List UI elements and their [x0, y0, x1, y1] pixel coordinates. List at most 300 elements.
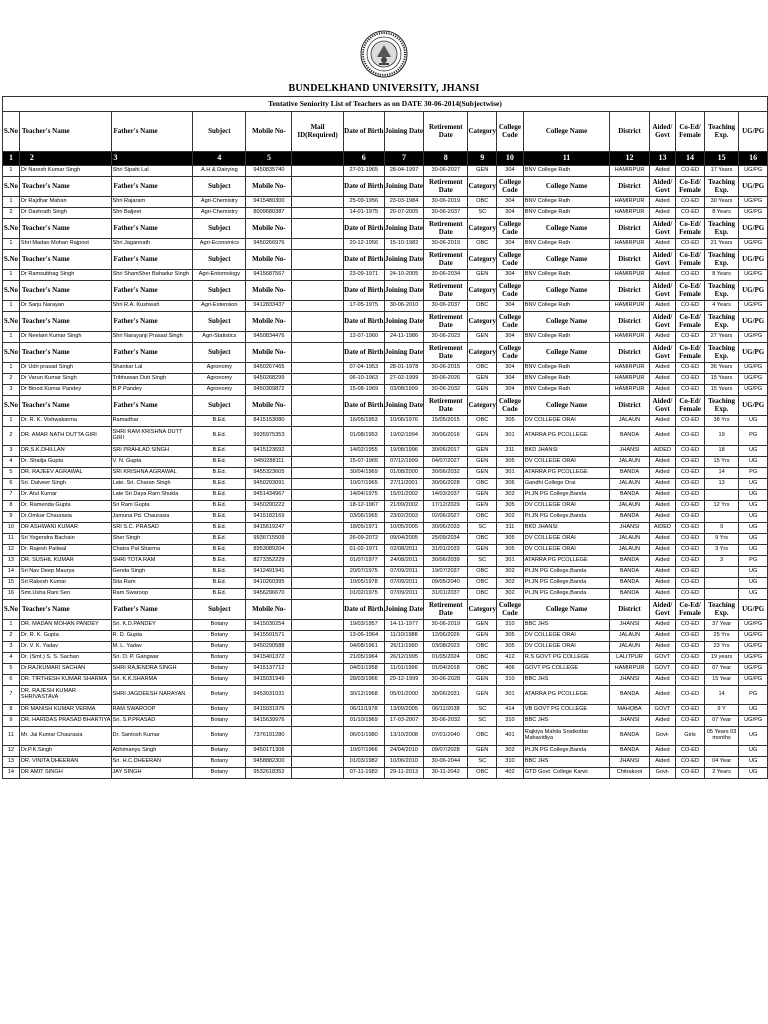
cell-subject: Agri-Chemistry: [193, 208, 246, 219]
cell-mail-id: [292, 363, 343, 374]
cell-sno: 6: [3, 479, 20, 490]
cell-date-of-birth: 18/05/1971: [343, 523, 384, 534]
cell-subject: A.H & Dairying: [193, 166, 246, 177]
cell-college-code: 304: [497, 301, 524, 312]
cell-joining-date: 28-04-1997: [384, 166, 423, 177]
cell-joining-date: 24-11-1986: [384, 332, 423, 343]
cell-teaching-exp: 15 Yrs: [704, 457, 739, 468]
cell-joining-date: 13/10/2008: [384, 727, 423, 746]
cell-sno: 1: [3, 416, 20, 427]
table-row: [3, 301, 768, 312]
cell-date-of-birth: 03/06/1965: [343, 512, 384, 523]
cell-category: GEN: [468, 675, 497, 686]
header-college-code: College Code: [497, 312, 524, 332]
header-retirement-date: Retirement Date: [424, 312, 468, 332]
cell-father-name: Chatra Pal Sharma: [111, 545, 193, 556]
cell-aided-govt: Aided: [649, 512, 676, 523]
cell-category: GEN: [468, 166, 497, 177]
cell-college-code: 311: [497, 446, 524, 457]
cell-ug-pg: UG: [739, 490, 768, 501]
cell-district: JHANSI: [610, 716, 649, 727]
cell-college-code: 305: [497, 545, 524, 556]
header-college-name: College Name: [523, 343, 610, 363]
header-district: District: [610, 312, 649, 332]
cell-ug-pg: UG/PG: [739, 675, 768, 686]
cell-date-of-birth: 06/01/1980: [343, 727, 384, 746]
cell-date-of-birth: 04/01/1958: [343, 664, 384, 675]
cell-teaching-exp: 12 Yrs: [704, 501, 739, 512]
cell-father-name: Sri. K.D.PANDEY: [111, 620, 193, 631]
cell-sno: 9: [3, 716, 20, 727]
cell-college-code: 304: [497, 385, 524, 396]
cell-mail-id: [292, 479, 343, 490]
cell-coed-female: CO-ED: [676, 270, 705, 281]
cell-coed-female: CO-ED: [676, 757, 705, 768]
cell-teacher-name: Dr. R. K. Vishwakarma: [19, 416, 111, 427]
cell-mail-id: [292, 166, 343, 177]
cell-father-name: SRI KRISHNA AGRAWAL: [111, 468, 193, 479]
cell-college-name: GTD Govt. College Karwi: [523, 768, 610, 779]
cell-college-name: BKD JHANSI: [523, 523, 610, 534]
cell-subject: Agri-Entomology: [193, 270, 246, 281]
cell-joining-date: 07/09/2011: [384, 578, 423, 589]
cell-ug-pg: UG/PG: [739, 166, 768, 177]
cell-teacher-name: Dr Varun Kumar Singh: [19, 374, 111, 385]
cell-retirement-date: 17/12/2029: [424, 501, 468, 512]
cell-sno: 10: [3, 523, 20, 534]
table-row: [3, 757, 768, 768]
header-coed-female: Co-Ed/ Female: [676, 600, 705, 620]
cell-father-name: Jamuna Pd. Chaurasia: [111, 512, 193, 523]
header-ug-pg: UG/PG: [739, 312, 768, 332]
cell-sno: 4: [3, 653, 20, 664]
cell-teacher-name: Dr.RAJKUMARI SACHAN: [19, 664, 111, 675]
cell-coed-female: CO-ED: [676, 631, 705, 642]
cell-ug-pg: UG/PG: [739, 385, 768, 396]
cell-retirement-date: 31/01/2037: [424, 589, 468, 600]
cell-retirement-date: 30-06-2034: [424, 270, 468, 281]
cell-joining-date: 03/08/1999: [384, 385, 423, 396]
cell-teacher-name: Dr. R. K. Gupta: [19, 631, 111, 642]
cell-joining-date: 10/06/2010: [384, 757, 423, 768]
cell-college-name: Pt.JN PG College,Banda: [523, 512, 610, 523]
header-teaching-exp: Teaching Exp.: [704, 112, 739, 152]
cell-college-name: BNV College Rath: [523, 239, 610, 250]
cell-aided-govt: Aided: [649, 631, 676, 642]
cell-category: OBC: [468, 239, 497, 250]
cell-aided-govt: GOVT: [649, 664, 676, 675]
cell-coed-female: CO-ED: [676, 166, 705, 177]
cell-teaching-exp: [704, 567, 739, 578]
cell-teaching-exp: [704, 490, 739, 501]
cell-college-name: Pt.JN PG College,Banda: [523, 578, 610, 589]
cell-aided-govt: Aided: [649, 578, 676, 589]
cell-coed-female: CO-ED: [676, 664, 705, 675]
cell-aided-govt: Aided: [649, 457, 676, 468]
cell-date-of-birth: 28/03/1966: [343, 675, 384, 686]
header-mobile: Mobile No-: [246, 177, 292, 197]
cell-teacher-name: DR ASHWANI KUMAR: [19, 523, 111, 534]
cell-retirement-date: 07/01/2040: [424, 727, 468, 746]
header-coed-female: Co-Ed/ Female: [676, 112, 705, 152]
cell-sno: 3: [3, 446, 20, 457]
header-category: Category: [468, 250, 497, 270]
cell-district: HAMIRPUR: [610, 664, 649, 675]
cell-retirement-date: 19/07/2037: [424, 567, 468, 578]
cell-ug-pg: UG/PG: [739, 208, 768, 219]
cell-date-of-birth: 23-09-1971: [343, 270, 384, 281]
cell-district: BANDA: [610, 567, 649, 578]
cell-joining-date: 02/08/2011: [384, 545, 423, 556]
cell-joining-date: 15/01/2002: [384, 490, 423, 501]
cell-subject: B.Ed.: [193, 427, 246, 446]
cell-district: JALAUN: [610, 416, 649, 427]
cell-father-name: Tribhuwan Dutt Singh: [111, 374, 193, 385]
cell-mobile: 9936715509: [246, 534, 292, 545]
cell-date-of-birth: 07-11-1982: [343, 768, 384, 779]
header-district: District: [610, 250, 649, 270]
cell-sno: 1: [3, 620, 20, 631]
cell-coed-female: CO-ED: [676, 512, 705, 523]
cell-coed-female: CO-ED: [676, 301, 705, 312]
cell-father-name: Abhimanyu Singh: [111, 746, 193, 757]
cell-teacher-name: Dr Binod Kumar Pandey: [19, 385, 111, 396]
cell-father-name: Shri Sipahi Lal: [111, 166, 193, 177]
cell-mobile: 9415030254: [246, 620, 292, 631]
cell-joining-date: 09/04/2005: [384, 534, 423, 545]
cell-coed-female: CO-ED: [676, 653, 705, 664]
cell-ug-pg: PG: [739, 686, 768, 705]
cell-date-of-birth: 10/07/1966: [343, 746, 384, 757]
cell-category: OBC: [468, 589, 497, 600]
cell-ug-pg: UG: [739, 757, 768, 768]
cell-ug-pg: UG: [739, 578, 768, 589]
cell-subject: Agronomy: [193, 374, 246, 385]
cell-mail-id: [292, 642, 343, 653]
cell-joining-date: 24/04/2010: [384, 746, 423, 757]
cell-teacher-name: Dr Rajdhar Mahan: [19, 197, 111, 208]
cell-ug-pg: UG/PG: [739, 631, 768, 642]
header-teacher-name: Teacher's Name: [19, 112, 111, 152]
cell-retirement-date: 01/05/2024: [424, 653, 468, 664]
cell-subject: Agri-Extension: [193, 301, 246, 312]
cell-district: HAMIRPUR: [610, 332, 649, 343]
cell-teaching-exp: 23 Yrs: [704, 642, 739, 653]
cell-ug-pg: UG: [739, 589, 768, 600]
header-sno: S.No: [3, 312, 20, 332]
cell-subject: B.Ed.: [193, 501, 246, 512]
cell-mobile: 9451434967: [246, 490, 292, 501]
header-sno: S.No: [3, 281, 20, 301]
cell-category: GEN: [468, 332, 497, 343]
cell-sno: 1: [3, 363, 20, 374]
cell-mail-id: [292, 512, 343, 523]
cell-college-name: DV COLLEGE ORAI: [523, 501, 610, 512]
cell-college-name: ATARRA PG PCOLLEGE: [523, 468, 610, 479]
cell-mobile: 9458882300: [246, 757, 292, 768]
header-mobile: Mobile No-: [246, 219, 292, 239]
cell-aided-govt: Aided: [649, 642, 676, 653]
cell-district: HAMIRPUR: [610, 301, 649, 312]
cell-teaching-exp: 19 years: [704, 653, 739, 664]
cell-father-name: Shri Narayanji Prasad Singh: [111, 332, 193, 343]
cell-teaching-exp: 17 Years: [704, 166, 739, 177]
cell-ug-pg: PG: [739, 556, 768, 567]
cell-category: GEN: [468, 270, 497, 281]
header-subject: Subject: [193, 177, 246, 197]
header-sno: S.No: [3, 177, 20, 197]
cell-joining-date: 14-11-1977: [384, 620, 423, 631]
cell-college-name: VB GOVT PG COLLEGE: [523, 705, 610, 716]
cell-aided-govt: Aided: [649, 490, 676, 501]
cell-retirement-date: 30-06-2019: [424, 620, 468, 631]
cell-mobile: 9450834476: [246, 332, 292, 343]
cell-ug-pg: UG: [739, 746, 768, 757]
cell-retirement-date: 01/04/2018: [424, 664, 468, 675]
cell-teaching-exp: 04 Year: [704, 757, 739, 768]
cell-retirement-date: 04/07/2027: [424, 457, 468, 468]
cell-college-name: Pt.JN PG College,Banda: [523, 746, 610, 757]
cell-district: BANDA: [610, 746, 649, 757]
cell-aided-govt: Aided: [649, 686, 676, 705]
table-row: [3, 768, 768, 779]
header-date-of-birth: Date of Birth: [343, 177, 384, 197]
cell-mail-id: [292, 545, 343, 556]
cell-sno: 1: [3, 239, 20, 250]
cell-date-of-birth: 19/03/1957: [343, 620, 384, 631]
cell-mail-id: [292, 578, 343, 589]
cell-retirement-date: 30/06/2031: [424, 686, 468, 705]
cell-coed-female: CO-ED: [676, 642, 705, 653]
cell-coed-female: CO-ED: [676, 457, 705, 468]
cell-sno: 11: [3, 727, 20, 746]
cell-teaching-exp: 2 Years: [704, 768, 739, 779]
cell-father-name: Shri Baljeet: [111, 208, 193, 219]
cell-ug-pg: UG/PG: [739, 332, 768, 343]
column-number: 13: [649, 152, 676, 166]
cell-college-code: 305: [497, 416, 524, 427]
cell-teacher-name: Sri Rakesh Kumar: [19, 578, 111, 589]
cell-category: OBC: [468, 534, 497, 545]
cell-date-of-birth: 10/07/1965: [343, 479, 384, 490]
cell-mail-id: [292, 675, 343, 686]
header-teacher-name: Teacher's Name: [19, 312, 111, 332]
cell-category: OBC: [468, 768, 497, 779]
table-row: [3, 675, 768, 686]
cell-coed-female: CO-ED: [676, 567, 705, 578]
cell-college-code: 310: [497, 716, 524, 727]
cell-district: HAMIRPUR: [610, 208, 649, 219]
header-retirement-date: Retirement Date: [424, 600, 468, 620]
cell-mail-id: [292, 768, 343, 779]
cell-mobile: 8953089204: [246, 545, 292, 556]
cell-teaching-exp: 25 Yrs: [704, 631, 739, 642]
table-row: [3, 534, 768, 545]
cell-sno: 3: [3, 642, 20, 653]
cell-college-name: R.S GOVT PG COLLEGE: [523, 653, 610, 664]
cell-subject: Agri-Economics: [193, 239, 246, 250]
cell-father-name: R. D. Gupta: [111, 631, 193, 642]
cell-district: JALAUN: [610, 545, 649, 556]
cell-category: GEN: [468, 446, 497, 457]
header-teacher-name: Teacher's Name: [19, 396, 111, 416]
cell-teacher-name: Dr.Omkar Chaurasia: [19, 512, 111, 523]
cell-category: OBC: [468, 664, 497, 675]
cell-mail-id: [292, 457, 343, 468]
cell-aided-govt: Aided: [649, 675, 676, 686]
cell-teaching-exp: [704, 746, 739, 757]
header-aided-govt: Aided/ Govt: [649, 219, 676, 239]
cell-teacher-name: Dr Naresh Kumar Singh: [19, 166, 111, 177]
cell-joining-date: 20-07-2005: [384, 208, 423, 219]
cell-subject: B.Ed.: [193, 416, 246, 427]
table-row: [3, 716, 768, 727]
cell-category: OBC: [468, 512, 497, 523]
cell-retirement-date: 09/07/2028: [424, 746, 468, 757]
cell-subject: B.Ed.: [193, 490, 246, 501]
header-mail-id: Mail ID(Required): [292, 112, 343, 152]
cell-district: HAMIRPUR: [610, 374, 649, 385]
cell-aided-govt: Aided: [649, 270, 676, 281]
cell-category: OBC: [468, 363, 497, 374]
cell-district: BANDA: [610, 490, 649, 501]
cell-district: BANDA: [610, 578, 649, 589]
cell-mobile: 9415687567: [246, 270, 292, 281]
cell-college-name: DV COLLEGE ORAI: [523, 631, 610, 642]
header-father-name: Father's Name: [111, 600, 193, 620]
header-college-name: College Name: [523, 600, 610, 620]
cell-sno: 1: [3, 332, 20, 343]
column-header-row: [3, 312, 768, 332]
cell-category: OBC: [468, 578, 497, 589]
cell-district: HAMIRPUR: [610, 239, 649, 250]
cell-teaching-exp: 14: [704, 468, 739, 479]
cell-coed-female: CO-ED: [676, 556, 705, 567]
table-row: [3, 374, 768, 385]
cell-mobile: 9450267465: [246, 363, 292, 374]
header-joining-date: Joining Date: [384, 281, 423, 301]
cell-college-code: 301: [497, 556, 524, 567]
cell-college-code: 310: [497, 620, 524, 631]
cell-coed-female: CO-ED: [676, 490, 705, 501]
cell-sno: 5: [3, 664, 20, 675]
cell-college-name: Rajkiya Mahila Snatkottar Mahavidiya: [523, 727, 610, 746]
cell-mobile: 9450293091: [246, 479, 292, 490]
header-mail-id: [292, 281, 343, 301]
cell-coed-female: Girls: [676, 727, 705, 746]
column-number: 8: [424, 152, 468, 166]
cell-teaching-exp: 07 Year: [704, 664, 739, 675]
cell-joining-date: 10/05/2005: [384, 523, 423, 534]
cell-district: HAMIRPUR: [610, 363, 649, 374]
cell-retirement-date: 30-11-2042: [424, 768, 468, 779]
header-mail-id: [292, 219, 343, 239]
cell-retirement-date: 30-06-2019: [424, 197, 468, 208]
cell-subject: Agronomy: [193, 363, 246, 374]
header-ug-pg: UG/PG: [739, 343, 768, 363]
header-coed-female: Co-Ed/ Female: [676, 250, 705, 270]
table-row: [3, 363, 768, 374]
cell-aided-govt: Govt-: [649, 768, 676, 779]
header-father-name: Father's Name: [111, 112, 193, 152]
header-teacher-name: Teacher's Name: [19, 343, 111, 363]
cell-sno: 7: [3, 490, 20, 501]
cell-date-of-birth: 25-09-1956: [343, 197, 384, 208]
cell-coed-female: CO-ED: [676, 332, 705, 343]
cell-father-name: Ramadhar: [111, 416, 193, 427]
header-district: District: [610, 343, 649, 363]
header-category: Category: [468, 312, 497, 332]
cell-college-name: BNV College Rath: [523, 208, 610, 219]
cell-sno: 14: [3, 567, 20, 578]
cell-subject: Botany: [193, 716, 246, 727]
cell-teaching-exp: 19: [704, 427, 739, 446]
cell-category: SC: [468, 208, 497, 219]
university-seal-logo: [360, 30, 408, 78]
cell-district: HAMIRPUR: [610, 197, 649, 208]
cell-teacher-name: Shri Madan Mohan Rajpoot: [19, 239, 111, 250]
cell-college-name: Pt.JN PG College,Banda: [523, 490, 610, 501]
cell-subject: Agri-Statistics: [193, 332, 246, 343]
header-date-of-birth: Date of Birth: [343, 281, 384, 301]
cell-retirement-date: 25/09/2034: [424, 534, 468, 545]
header-joining-date: Joining Date: [384, 177, 423, 197]
cell-coed-female: CO-ED: [676, 197, 705, 208]
cell-college-name: DV COLLEGE ORAI: [523, 416, 610, 427]
cell-subject: Botany: [193, 757, 246, 768]
header-teaching-exp: Teaching Exp.: [704, 281, 739, 301]
cell-father-name: Sita Ram: [111, 578, 193, 589]
cell-coed-female: CO-ED: [676, 768, 705, 779]
cell-teaching-exp: 27 Years: [704, 332, 739, 343]
cell-father-name: Sri. O. P. Gangwar: [111, 653, 193, 664]
cell-date-of-birth: 30/04/1969: [343, 468, 384, 479]
table-row: [3, 208, 768, 219]
cell-teaching-exp: 15 Years: [704, 385, 739, 396]
column-number: 7: [384, 152, 423, 166]
cell-teaching-exp: 3: [704, 556, 739, 567]
cell-mobile: 9450290588: [246, 642, 292, 653]
cell-joining-date: 17-03-2007: [384, 716, 423, 727]
cell-date-of-birth: 01/03/1982: [343, 757, 384, 768]
header-retirement-date: Retirement Date: [424, 112, 468, 152]
table-row: [3, 705, 768, 716]
cell-college-code: 305: [497, 631, 524, 642]
cell-coed-female: CO-ED: [676, 239, 705, 250]
cell-mail-id: [292, 208, 343, 219]
cell-date-of-birth: 17-05-1975: [343, 301, 384, 312]
cell-teacher-name: Mr. Jai Kumar Chaurasia: [19, 727, 111, 746]
cell-category: GEN: [468, 631, 497, 642]
header-retirement-date: Retirement Date: [424, 396, 468, 416]
header-subject: Subject: [193, 600, 246, 620]
cell-joining-date: 07/09/2011: [384, 589, 423, 600]
header-subject: Subject: [193, 396, 246, 416]
cell-teaching-exp: 13: [704, 479, 739, 490]
column-header-row: [3, 112, 768, 152]
cell-category: GEN: [468, 490, 497, 501]
cell-sno: 2: [3, 427, 20, 446]
cell-subject: B.Ed.: [193, 468, 246, 479]
university-title: BUNDELKHAND UNIVERSITY, JHANSI: [288, 83, 480, 94]
cell-date-of-birth: 16/05/1953: [343, 416, 384, 427]
cell-coed-female: CO-ED: [676, 716, 705, 727]
cell-father-name: Shri R.A. Kushwah: [111, 301, 193, 312]
cell-date-of-birth: 27-01-1965: [343, 166, 384, 177]
cell-teacher-name: DR. HARIDAS PRASAD BHARTIYA: [19, 716, 111, 727]
table-row: [3, 166, 768, 177]
cell-college-code: 310: [497, 757, 524, 768]
